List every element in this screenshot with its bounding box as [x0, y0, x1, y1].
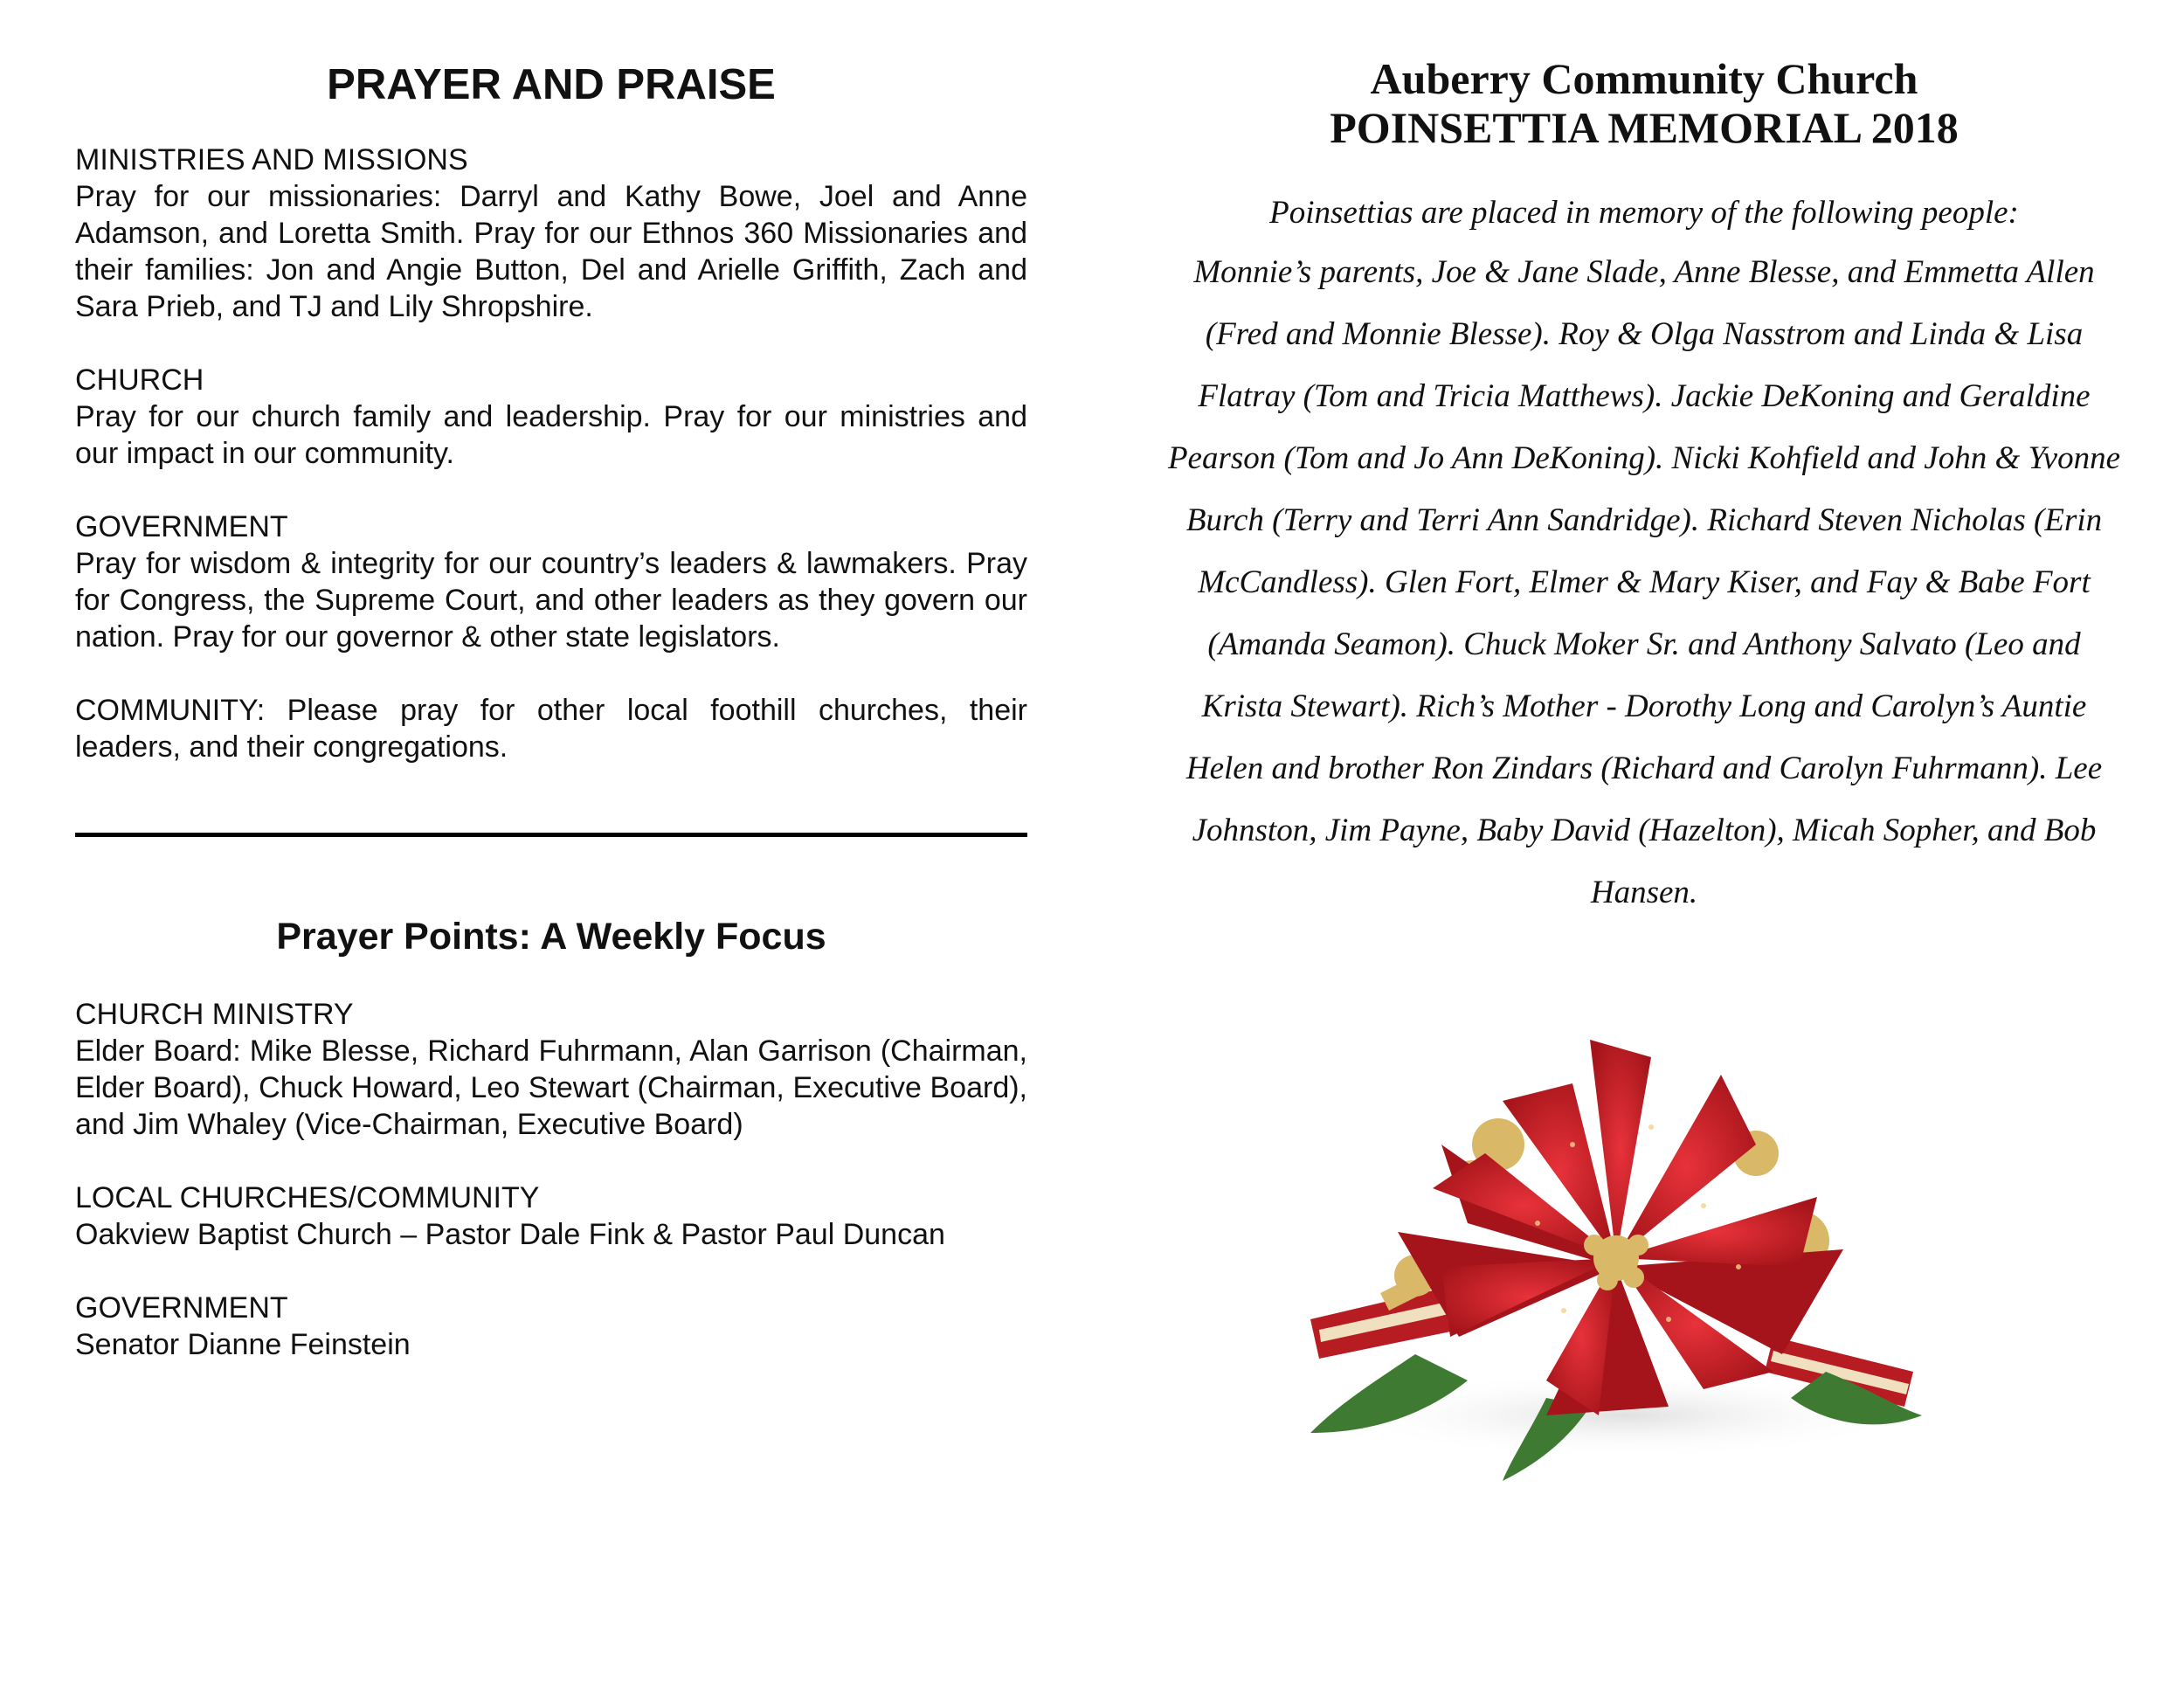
section-local-churches: [75, 1180, 1027, 1253]
section-divider: [75, 833, 1027, 837]
section-heading: CHURCH: [75, 363, 204, 397]
prayer-praise-title: PRAYER AND PRAISE: [327, 61, 776, 108]
memorial-title: POINSETTIA MEMORIAL 2018: [1330, 103, 1959, 152]
prayer-points-title: Prayer Points: A Weekly Focus: [276, 916, 826, 958]
section-heading: GOVERNMENT: [75, 1291, 288, 1325]
section-government-focus: [75, 1290, 1027, 1363]
section-text: COMMUNITY: Please pray for other local foothill churches, their leaders, and their congregations.: [75, 694, 1027, 764]
section-heading: MINISTRIES AND MISSIONS: [75, 143, 468, 176]
section-community: [75, 692, 1027, 765]
section-church: [75, 362, 1027, 472]
poinsettia-illustration: [1284, 1005, 1948, 1485]
memorial-list: Monnie’s parents, Joe & Jane Slade, Anne Blesse, and Emmetta Allen (Fred and Monnie Blesse). Roy & Olga Nasstrom and Linda & Lisa Flatray (Tom and Tricia Matthews). Jackie DeKoning and Geraldine Pearson (Tom and Jo Ann DeKoning). Nicki Kohfield and John & Yvonne Burch (Terry and Terri Ann Sandridge). Richard Steven Nicholas (Erin McCandless). Glen Fort, Elmer & Mary Kiser, and Fay & Babe Fort (Amanda Seamon). Chuck Moker Sr. and Anthony Salvato (Leo and Krista Stewart). Rich’s Mother - Dorothy Long and Carolyn’s Auntie Helen and brother Ron Zindars (Richard and Carolyn Fuhrmann). Lee Johnston, Jim Payne, Baby David (Hazelton), Micah Sopher, and Bob Hansen.: [1167, 254, 2121, 910]
memorial-panel: [1165, 54, 2124, 924]
section-heading: LOCAL CHURCHES/COMMUNITY: [75, 1181, 540, 1214]
section-government: [75, 508, 1027, 655]
section-heading: GOVERNMENT: [75, 510, 288, 543]
section-text: Oakview Baptist Church – Pastor Dale Fink & Pastor Paul Duncan: [75, 1218, 945, 1251]
church-name: Auberry Community Church: [1370, 54, 1918, 103]
memorial-intro: Poinsettias are placed in memory of the following people:: [1269, 195, 2019, 231]
section-text: Senator Dianne Feinstein: [75, 1328, 411, 1361]
section-text: Elder Board: Mike Blesse, Richard Fuhrmann, Alan Garrison (Chairman, Elder Board), Chuck Howard, Leo Stewart (Chairman, Executive Board), and Jim Whaley (Vice-Chairman, Executive Board): [75, 1034, 1027, 1141]
prayer-points-panel: [75, 909, 1027, 1400]
section-church-ministry: [75, 996, 1027, 1143]
section-ministries-missions: [75, 142, 1027, 325]
section-text: Pray for our church family and leadership. Pray for our ministries and our impact in our community.: [75, 400, 1027, 470]
section-heading: CHURCH MINISTRY: [75, 998, 354, 1031]
section-text: Pray for our missionaries: Darryl and Kathy Bowe, Joel and Anne Adamson, and Loretta Smith. Pray for our Ethnos 360 Missionaries and their families: Jon and Angie Button, Del and Arielle Griffith, Zach and Sara Prieb, and TJ and Lily Shropshire.: [75, 180, 1027, 323]
prayer-praise-panel: [75, 54, 1027, 802]
section-text: Pray for wisdom & integrity for our country’s leaders & lawmakers. Pray for Congress, the Supreme Court, and other leaders as they govern our nation. Pray for our governor & other state legislators.: [75, 547, 1027, 654]
